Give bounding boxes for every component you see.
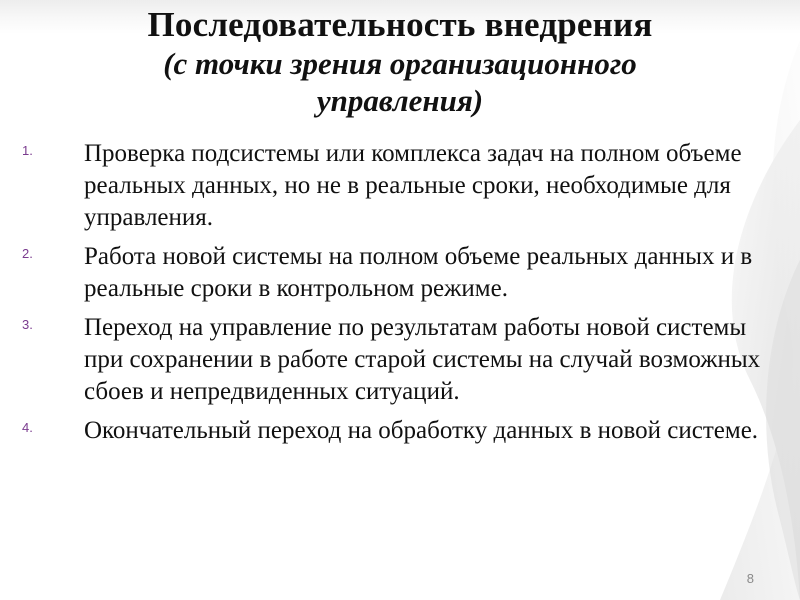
list-item (22, 312, 782, 408)
list-item-number: 2. (22, 246, 33, 261)
list-item-number: 4. (22, 420, 33, 435)
title-line-3: управления) (316, 83, 484, 118)
list-item (22, 138, 782, 234)
list-item (22, 241, 782, 305)
list-item-number: 3. (22, 317, 33, 332)
list-item (22, 415, 782, 447)
list-item-text: Проверка подсистемы или комплекса задач на полном объеме реальных данных, но не в реальные сроки, необходимые для управления. (84, 140, 742, 231)
list-item-text: Работа новой системы на полном объеме реальных данных и в реальные сроки в контрольном режиме. (84, 243, 753, 302)
list-item-text: Переход на управление по результатам работы новой системы при сохранении в работе старой системы на случай возможных сбоев и непредвиденных ситуаций. (84, 314, 761, 405)
implementation-steps-list (22, 138, 782, 454)
title-line-2: (с точки зрения организационного (163, 46, 637, 81)
slide-title (60, 4, 740, 119)
list-item-text: Окончательный переход на обработку данных в новой системе. (84, 417, 759, 444)
title-line-1: Последовательность внедрения (147, 5, 653, 44)
page-number: 8 (746, 571, 754, 586)
list-item-number: 1. (22, 143, 33, 158)
